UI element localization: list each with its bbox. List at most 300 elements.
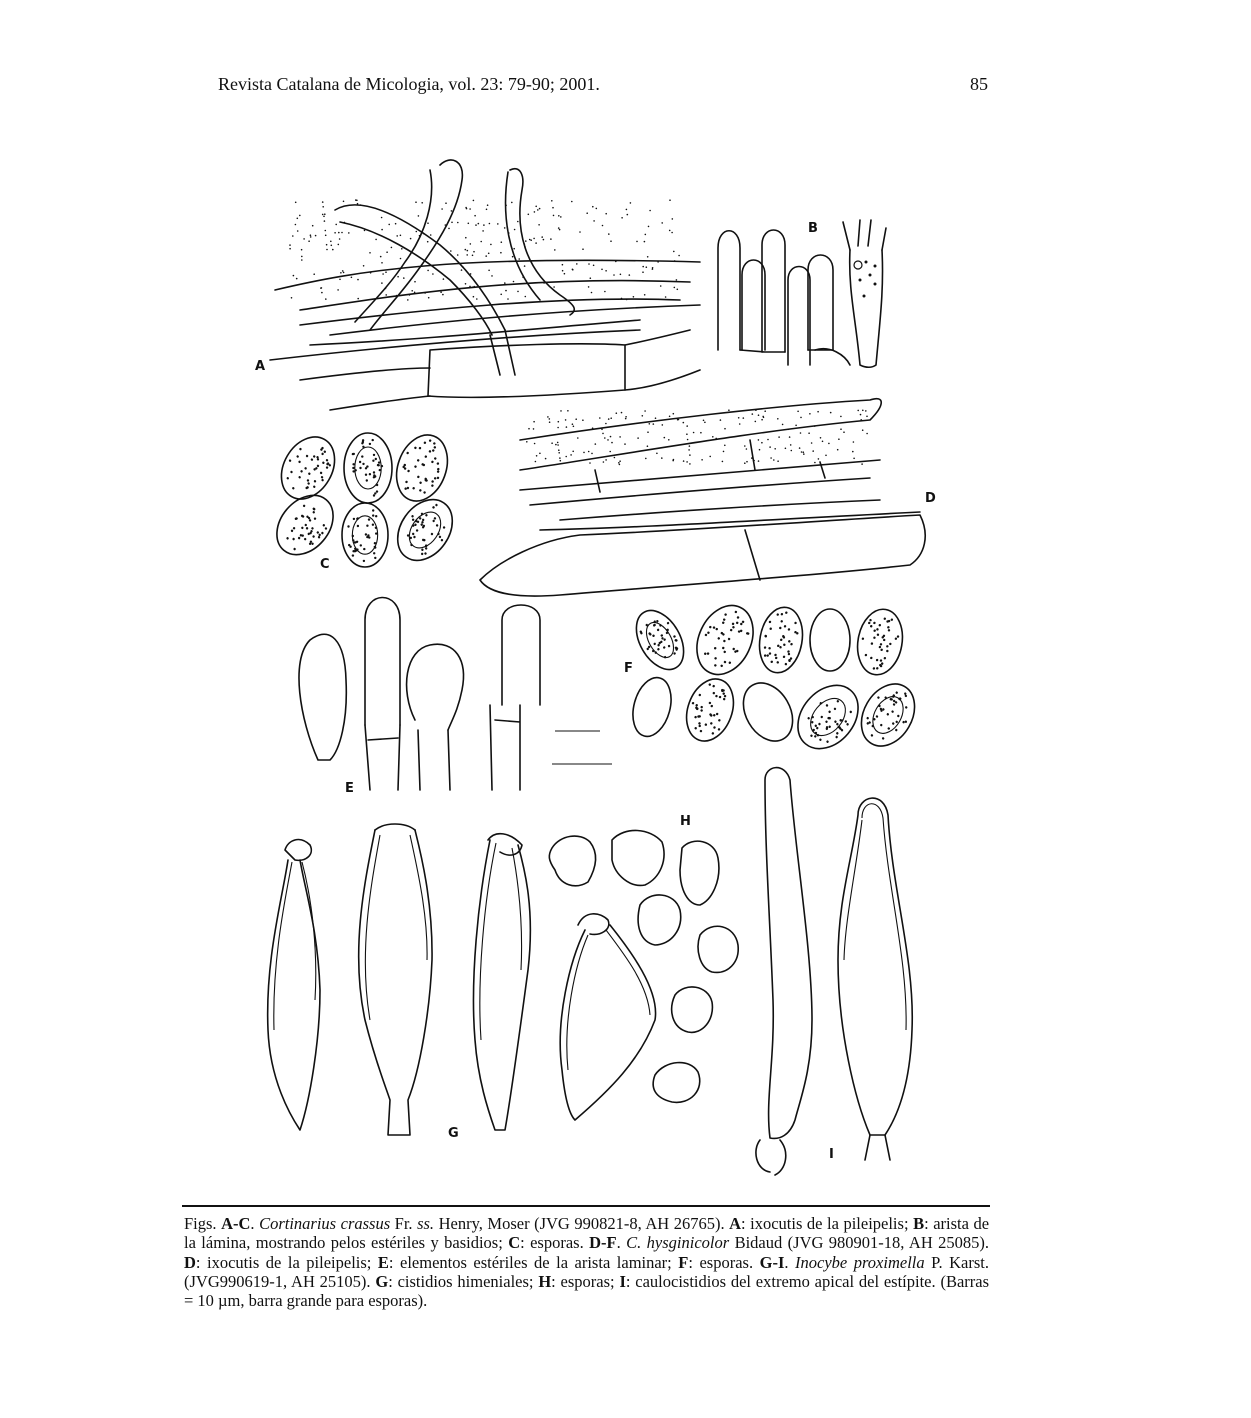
stipple-dot [445,202,447,204]
stipple-dot [348,232,350,234]
spore [853,606,908,679]
stipple-dot [301,249,303,251]
stipple-dot [451,210,453,212]
stipple-dot [629,274,631,276]
stipple-dot [817,411,819,413]
stipple-dot [572,451,574,453]
caption-segment: : esporas. [688,1252,760,1272]
stipple-dot [828,443,830,445]
stipple-dot [674,287,676,289]
stipple-dot [604,437,606,439]
stipple-dot [395,223,397,225]
stipple-dot [539,208,541,210]
caption-segment: . [616,1233,627,1253]
stipple-dot [808,432,810,434]
caption-segment: Figs. [184,1214,222,1233]
panel-c-drawing [265,427,463,572]
stipple-dot [468,223,470,225]
stipple-dot [490,244,492,246]
spore [627,673,677,740]
stipple-dot [774,448,776,450]
panel-b-drawing [718,220,886,367]
stipple-dot [301,259,303,261]
stipple-dot [583,452,585,454]
stipple-dot [660,285,662,287]
spore [810,609,850,671]
stipple-dot [466,254,468,256]
stipple-dot [407,299,409,301]
stipple-dot [337,289,339,291]
stipple-dot [533,421,535,423]
stipple-dot [325,298,327,300]
stipple-dot [720,419,722,421]
stipple-dot [457,222,459,224]
stipple-dot [588,286,590,288]
stipple-dot [295,202,297,204]
stipple-dot [593,265,595,267]
stipple-dot [558,227,560,229]
stipple-dot [838,438,840,440]
stipple-dot [673,251,675,253]
stipple-dot [560,216,562,218]
stipple-dot [646,266,648,268]
stipple-dot [642,266,644,268]
stipple-dot [572,269,574,271]
stipple-dot [388,224,390,226]
stipple-dot [482,230,484,232]
panel-label-g: G [448,1126,459,1141]
stipple-dot [324,213,326,215]
spore [755,604,808,676]
stipple-dot [415,201,417,203]
stipple-dot [669,230,671,232]
stipple-dot [573,426,575,428]
stipple-dot [469,208,471,210]
stipple-dot [525,240,527,242]
stipple-dot [549,421,551,423]
stipple-dot [296,278,298,280]
spore [265,484,344,565]
stipple-dot [427,241,429,243]
stipple-dot [526,441,528,443]
stipple-dot [820,437,822,439]
stipple-dot [822,441,824,443]
stipple-dot [539,453,541,455]
stipple-dot [625,418,627,420]
stipple-dot [497,223,499,225]
stipple-dot [543,239,545,241]
stipple-dot [331,245,333,247]
stipple-dot [655,417,657,419]
caption-segment: : caulocistidios del extremo apical del estípite. (Barras = 10 µm, barra grande para esporas). [184,1271,990,1311]
stipple-dot [652,268,654,270]
stipple-dot [517,221,519,223]
stipple-dot [559,229,561,231]
stipple-dot [744,445,746,447]
caption-segment: C. hysginicolor [626,1233,730,1253]
stipple-dot [800,417,802,419]
stipple-dot [418,215,420,217]
stipple-dot [575,418,577,420]
stipple-dot [338,232,340,234]
stipple-dot [560,460,562,462]
stipple-dot [689,463,691,465]
stipple-dot [339,238,341,240]
stipple-dot [292,235,294,237]
stipple-dot [470,243,472,245]
stipple-dot [642,271,644,273]
caption-segment: ss. [417,1214,435,1233]
panel-a-drawing [255,160,700,410]
stipple-dot [744,462,746,464]
stipple-dot [339,279,341,281]
stipple-dot [803,453,805,455]
stipple-dot [590,277,592,279]
stipple-dot [601,269,603,271]
caption-text [184,1214,989,1310]
stipple-dot [485,255,487,257]
stipple-dot [588,451,590,453]
stipple-dot [812,450,814,452]
stipple-dot [491,275,493,277]
caption-segment: Cortinarius crassus [259,1214,391,1233]
stipple-dot [743,417,745,419]
stipple-dot [550,238,552,240]
stipple-dot [533,238,535,240]
stipple-dot [761,442,763,444]
stipple-dot [830,412,832,414]
stipple-dot [611,442,613,444]
stipple-dot [401,248,403,250]
stipple-dot [577,437,579,439]
caption-segment: : elementos estériles de la arista laminar; [388,1252,679,1272]
stipple-dot [500,252,502,254]
stipple-dot [688,449,690,451]
panel-d-drawing [480,399,936,596]
stipple-dot [645,234,647,236]
stipple-dot [579,231,581,233]
stipple-dot [474,215,476,217]
stipple-dot [381,217,383,219]
stipple-dot [501,241,503,243]
stipple-dot [330,241,332,243]
caption-segment: B [913,1214,925,1233]
stipple-dot [866,433,868,435]
stipple-dot [467,250,469,252]
stipple-dot [315,235,317,237]
stipple-dot [537,209,539,211]
stipple-dot [610,417,612,419]
stipple-dot [722,461,724,463]
stipple-dot [466,208,468,210]
stipple-dot [480,241,482,243]
stipple-dot [411,290,413,292]
stipple-dot [866,416,868,418]
stipple-dot [299,215,301,217]
stipple-dot [862,410,864,412]
caption-segment: : ixocutis de la pileipelis; [741,1214,914,1233]
stipple-dot [769,446,771,448]
stipple-dot [644,410,646,412]
stipple-dot [533,428,535,430]
stipple-dot [487,204,489,206]
stipple-dot [513,281,515,283]
stipple-dot [442,294,444,296]
stipple-dot [677,419,679,421]
stipple-dot [728,409,730,411]
stipple-dot [785,448,787,450]
stipple-dot [553,286,555,288]
stipple-dot [553,215,555,217]
stipple-dot [724,445,726,447]
stipple-dot [297,218,299,220]
stipple-dot [505,290,507,292]
stipple-dot [653,423,655,425]
panel-label-e: E [345,781,354,796]
stipple-dot [564,273,566,275]
stipple-dot [738,417,740,419]
stipple-dot [703,420,705,422]
stipple-dot [472,255,474,257]
stipple-dot [558,452,560,454]
stipple-dot [310,236,312,238]
stipple-dot [558,449,560,451]
stipple-dot [356,200,358,202]
stipple-dot [432,273,434,275]
stipple-dot [320,287,322,289]
stipple-dot [837,449,839,451]
panel-label-c: C [320,557,330,572]
stipple-dot [559,457,561,459]
stipple-dot [567,410,569,412]
stipple-dot [724,428,726,430]
stipple-dot [488,270,490,272]
stipple-dot [303,238,305,240]
stipple-dot [803,451,805,453]
panel-label-b: B [808,221,818,236]
panel-e-drawing [299,598,612,797]
figure-caption [184,1214,989,1310]
caption-segment: A-C [221,1214,251,1233]
stipple-dot [746,461,748,463]
stipple-dot [588,263,590,265]
panel-label-d: D [925,491,936,506]
stipple-dot [860,414,862,416]
stipple-dot [672,218,674,220]
stipple-dot [465,249,467,251]
stipple-dot [648,226,650,228]
stipple-dot [683,422,685,424]
stipple-dot [400,235,402,237]
stipple-dot [633,296,635,298]
stipple-dot [857,410,859,412]
stipple-dot [671,232,673,234]
stipple-dot [504,282,506,284]
stipple-dot [343,272,345,274]
panel-label-i: I [829,1147,834,1162]
stipple-dot [582,419,584,421]
stipple-dot [607,439,609,441]
stipple-dot [649,423,651,425]
stipple-dot [565,456,567,458]
stipple-dot [645,458,647,460]
stipple-dot [528,214,530,216]
stipple-dot [489,223,491,225]
stipple-dot [414,281,416,283]
stipple-dot [551,200,553,202]
caption-rule [182,1205,990,1207]
stipple-dot [321,292,323,294]
stipple-dot [351,277,353,279]
stipple-dot [758,414,760,416]
stipple-dot [592,206,594,208]
stipple-dot [630,202,632,204]
stipple-dot [562,270,564,272]
stipple-dot [627,214,629,216]
stipple-dot [552,207,554,209]
stipple-dot [693,432,695,434]
stipple-dot [473,200,475,202]
stipple-dot [289,244,291,246]
stipple-dot [332,249,334,251]
stipple-dot [338,244,340,246]
stipple-dot [448,228,450,230]
caption-segment: A [729,1214,742,1233]
panel-f-drawing [624,596,925,760]
stipple-dot [853,458,855,460]
stipple-dot [369,252,371,254]
journal-citation: Revista Catalana de Micologia, vol. 23: 79-90; 2001. [218,74,600,94]
stipple-dot [558,421,560,423]
stipple-dot [441,208,443,210]
stipple-dot [363,265,365,267]
caption-segment: E [377,1252,389,1272]
stipple-dot [605,459,607,461]
caption-segment: : cistidios himeniales; [388,1271,539,1291]
caption-segment: . [784,1252,796,1272]
stipple-dot [293,275,295,277]
stipple-dot [488,253,490,255]
stipple-dot [758,460,760,462]
caption-segment: G [375,1271,389,1291]
stipple-dot [325,230,327,232]
spore [388,428,456,508]
panel-label-a: A [255,359,266,374]
stipple-dot [308,240,310,242]
stipple-dot [560,410,562,412]
stipple-dot [381,262,383,264]
stipple-dot [602,433,604,435]
stipple-dot [610,240,612,242]
stipple-dot [619,464,621,466]
stipple-dot [614,457,616,459]
stipple-dot [686,433,688,435]
stipple-dot [473,251,475,253]
stipple-dot [562,264,564,266]
stipple-dot [642,415,644,417]
stipple-dot [541,236,543,238]
panel-g-drawing [268,824,656,1141]
stipple-dot [547,416,549,418]
stipple-dot [558,215,560,217]
stipple-dot [586,212,588,214]
stipple-dot [814,462,816,464]
stipple-dot [809,413,811,415]
stipple-dot [637,437,639,439]
stipple-dot [322,201,324,203]
stipple-dot [704,422,706,424]
stipple-dot [599,417,601,419]
stipple-dot [524,265,526,267]
stipple-dot [565,419,567,421]
stipple-dot [535,206,537,208]
stipple-dot [385,271,387,273]
caption-segment: . [250,1214,260,1233]
stipple-dot [313,273,315,275]
spore [627,602,694,677]
stipple-dot [416,231,418,233]
stipple-dot [421,202,423,204]
stipple-dot [662,424,664,426]
stipple-dot [626,209,628,211]
caption-segment: Fr. [390,1214,418,1233]
stipple-dot [668,439,670,441]
stipple-dot [664,437,666,439]
stipple-dot [603,461,605,463]
stipple-dot [410,238,412,240]
stipple-dot [789,436,791,438]
stipple-dot [591,292,593,294]
stipple-dot [549,418,551,420]
stipple-dot [790,444,792,446]
stipple-dot [649,210,651,212]
stipple-dot [525,296,527,298]
stipple-dot [689,454,691,456]
stipple-dot [326,249,328,251]
stipple-dot [689,445,691,447]
stipple-dot [818,458,820,460]
stipple-dot [514,229,516,231]
stipple-dot [357,279,359,281]
stipple-dot [672,460,674,462]
stipple-dot [624,443,626,445]
stipple-dot [620,274,622,276]
stipple-dot [595,443,597,445]
stipple-dot [799,447,801,449]
stipple-dot [295,224,297,226]
caption-segment: D-F [589,1233,617,1253]
stipple-dot [382,273,384,275]
stipple-dot [825,455,827,457]
stipple-dot [616,412,618,414]
stipple-dot [677,289,679,291]
stipple-dot [759,449,761,451]
stipple-dot [400,258,402,260]
spore [344,433,392,503]
spore [733,674,802,750]
stipple-dot [865,410,867,412]
stipple-dot [343,201,345,203]
stipple-dot [686,425,688,427]
stipple-dot [483,224,485,226]
stipple-dot [777,460,779,462]
stipple-dot [323,216,325,218]
stipple-dot [440,291,442,293]
stipple-dot [555,444,557,446]
panel-a-stipple [289,199,680,300]
spore [342,503,388,567]
stipple-dot [535,461,537,463]
